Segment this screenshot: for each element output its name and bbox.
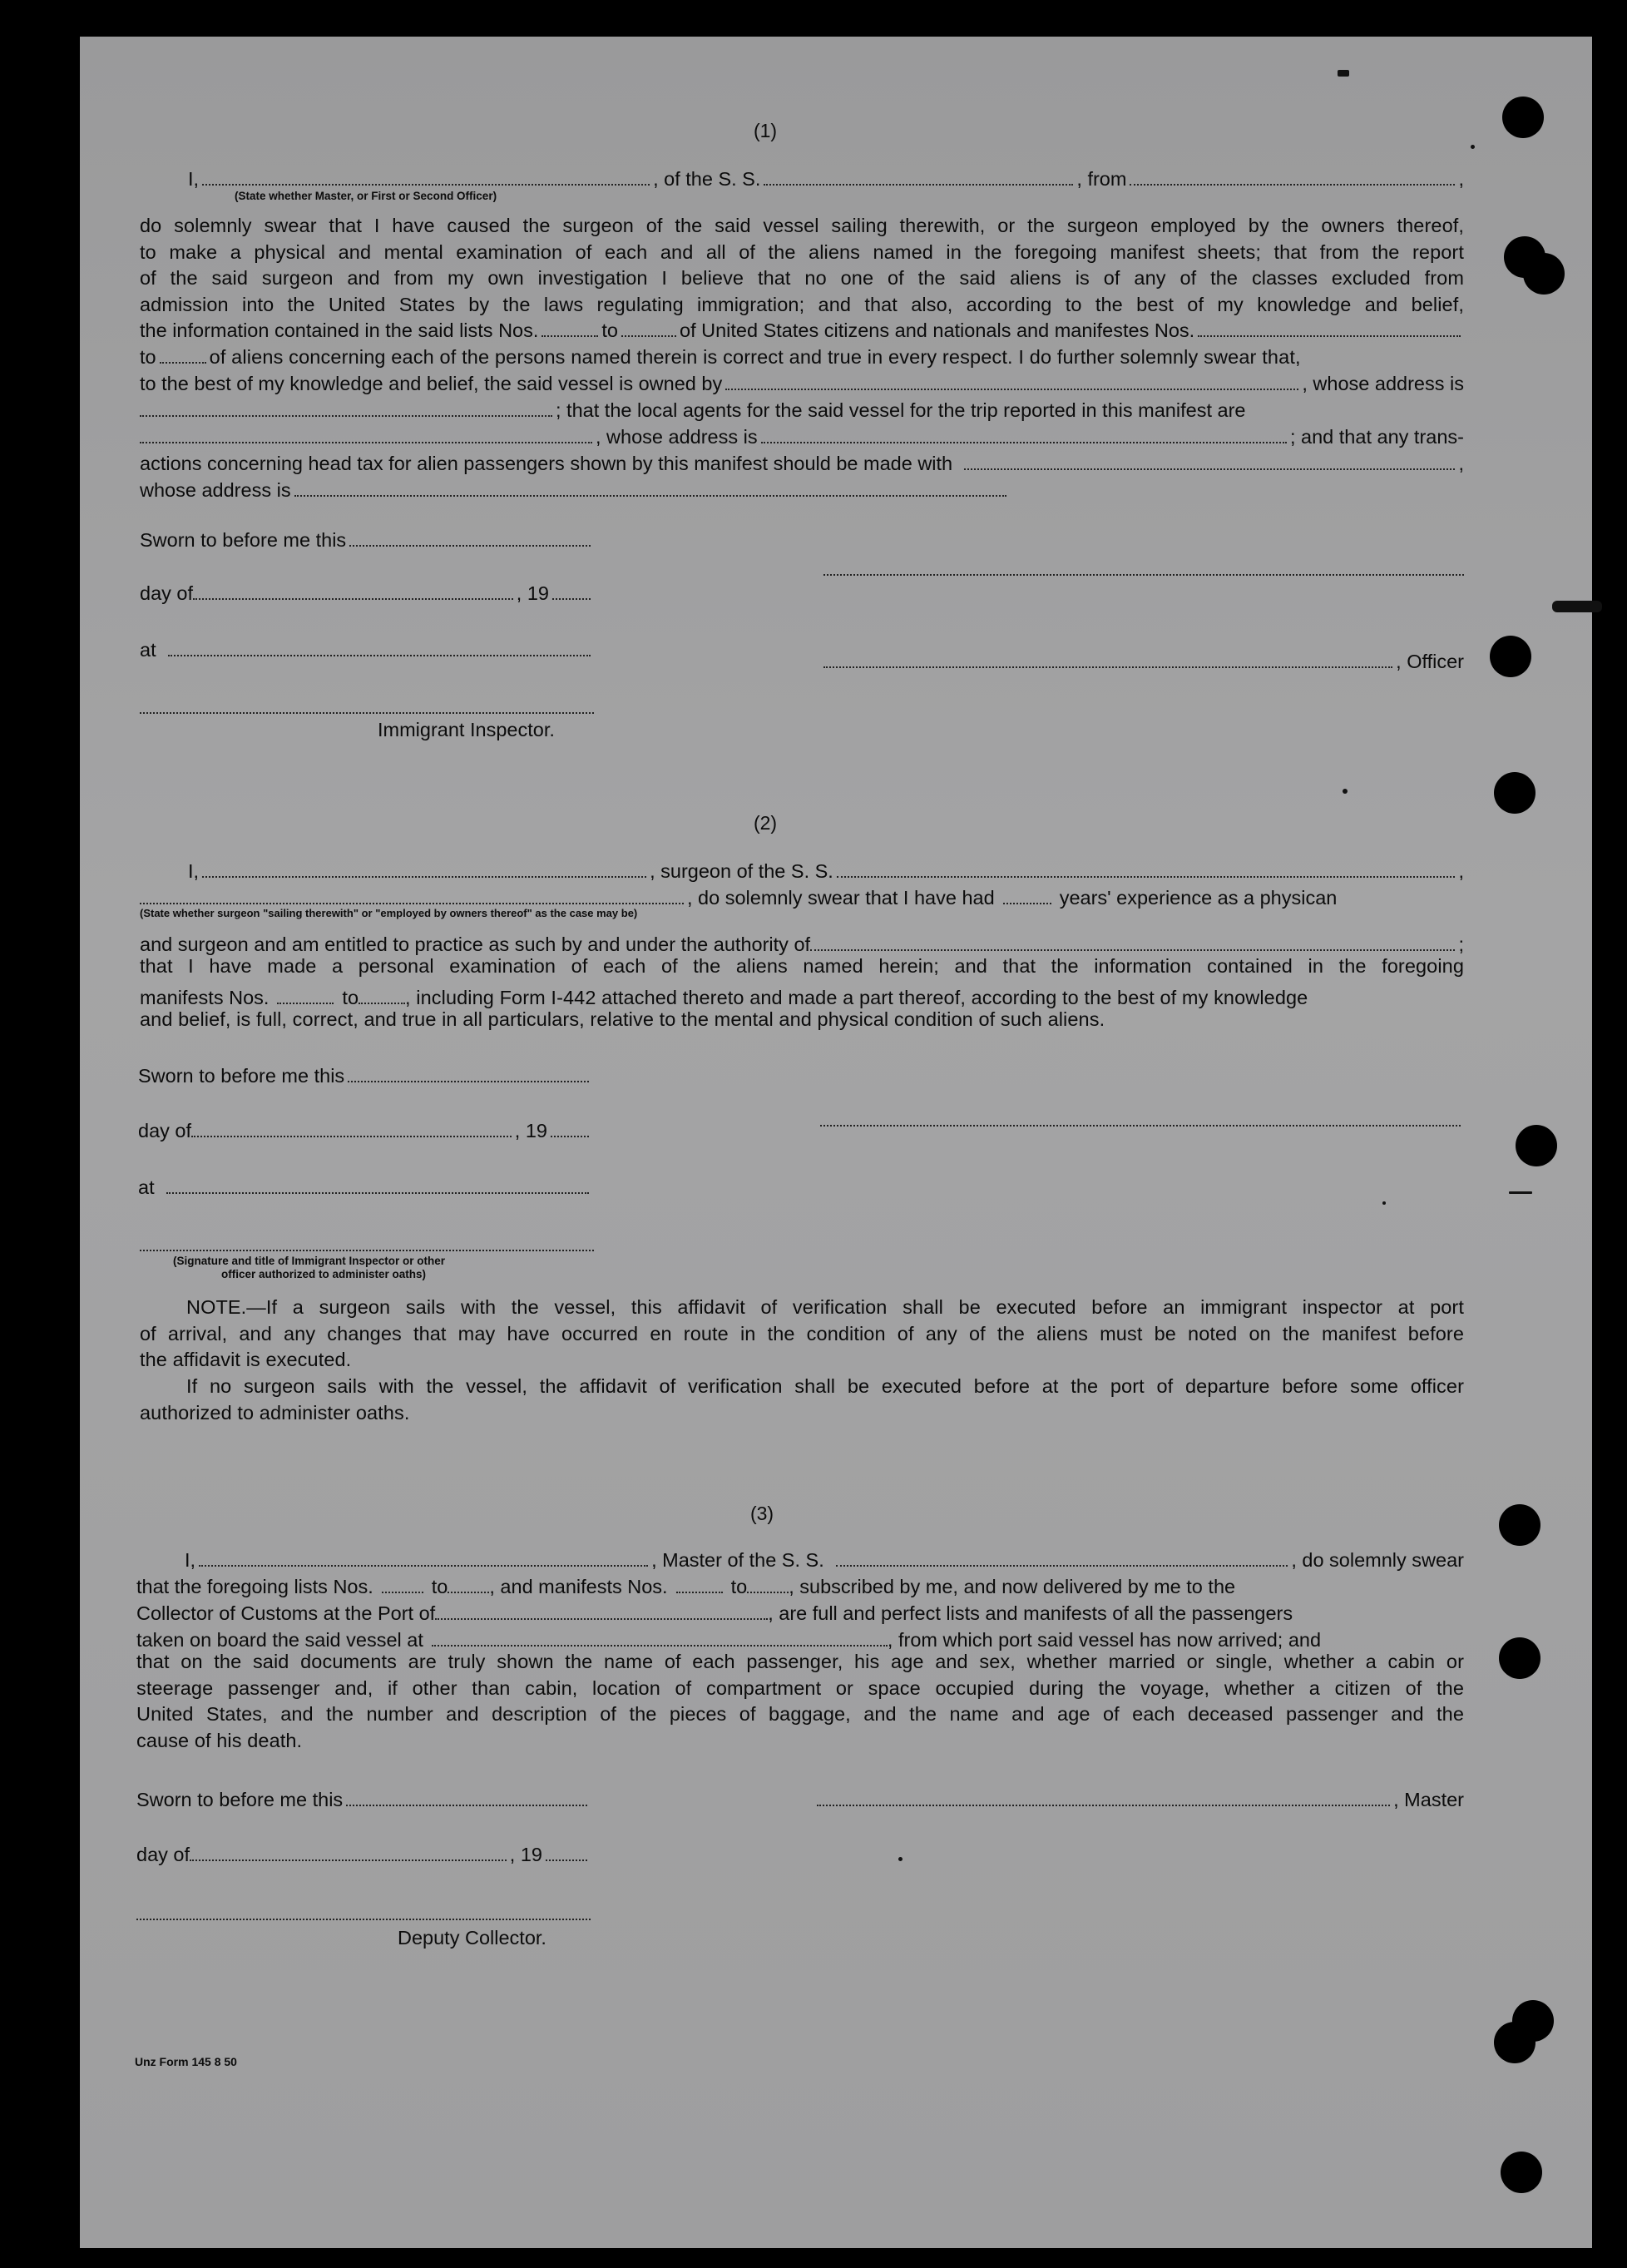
master-sign-field[interactable] [817,1790,1390,1806]
section1-at-line: at [140,639,594,661]
agents-address-field[interactable] [761,427,1287,443]
owner-field[interactable] [725,374,1298,390]
master-manifest-to-field[interactable] [747,1577,789,1593]
speck [1338,70,1349,77]
section2-line2: , do solemnly swear that I have had years' experience as a physican [140,887,1464,909]
officer-name-field[interactable] [202,169,650,186]
section3-day-line: day of , 19 [136,1844,591,1866]
section1-agents-line: ; that the local agents for the said vessel for the trip reported in this manifest are [140,399,1464,422]
section2-at-line: at [138,1176,592,1199]
years-field[interactable] [1003,888,1051,904]
section1-sworn-line: Sworn to before me this [140,529,594,552]
speck [1471,145,1475,149]
head-tax-address-field[interactable] [294,480,1006,497]
master-year-field[interactable] [546,1845,587,1861]
inspector-signature-line[interactable] [140,711,594,714]
authority-field[interactable] [810,934,1455,951]
speck [1509,1191,1532,1194]
section-heading: (3) [749,1503,774,1524]
punch-hole [1490,636,1531,677]
punch-hole [1516,1125,1557,1166]
surgeon-vessel-field[interactable] [837,861,1456,878]
section1-paragraph: do solemnly swear that I have caused the surgeon of the said vessel sailing therewith, or the surgeon employed by the owners thereof, to make a physical and mental examination of each and all of the aliens named in the foregoing manifest sheets; that from the report of the said surgeon and from my own investigation I believe that no one of the said aliens is of any of the classes excluded from admission into the United States by the laws regulating immigration; and that also, according to the best of my knowledge and belief, [140,215,1464,315]
manifests-from-field[interactable] [1198,320,1461,337]
speck [1552,601,1602,612]
manifests-to-field[interactable] [160,347,206,364]
section2-line4: that I have made a personal examination of each of the aliens named herein; and that the information contained in the foregoing [140,955,1464,977]
section1-line1: I, , of the S. S. , from , [188,168,1464,190]
section3-paragraph: that on the said documents are truly shown the name of each passenger, his age and sex, whether married or single, whether a cabin or steerage passenger and, if other than cabin, location of compartment or space occupied during the voyage, whether a citizen of the United States, and the number and description of the pieces of baggage, and the name and age of each deceased passenger and the [136,1651,1464,1725]
lists-to-field[interactable] [621,320,676,337]
sworn-date-field[interactable] [349,530,591,547]
surgeon-at-field[interactable] [166,1177,589,1194]
note-paragraph: NOTE.—If a surgeon sails with the vessel, this affidavit of verification shall be executed before an immigrant inspector at port of arrival, and any changes that may have occurred en route in the condition of any of the aliens must be noted on the manifest before [140,1296,1464,1344]
section1-whose-line: whose address is [140,479,1010,502]
section-heading: (2) [753,812,778,834]
note-paragraph-2: If no surgeon sails with the vessel, the affidavit of verification shall be executed before at the port of departure before some officer [186,1375,1464,1397]
lists-from-field[interactable] [542,320,598,337]
section2-line3: and surgeon and am entitled to practice as such by and under the authority of ; [140,933,1464,955]
from-field[interactable] [1130,169,1455,186]
section3-master-line: , Master [817,1789,1464,1811]
punch-hole [1499,1504,1540,1546]
signature-hint-2: officer authorized to administer oaths) [221,1268,427,1280]
deputy-signature-line[interactable] [136,1917,591,1920]
surgeon-year-field[interactable] [551,1121,589,1137]
signature-hint-1: (Signature and title of Immigrant Inspector or other [173,1255,446,1267]
speck [1382,1201,1386,1205]
section1-agents-addr-line: , whose address is ; and that any trans- [140,426,1464,448]
head-tax-field[interactable] [964,453,1455,470]
section3-line1: I, , Master of the S. S. , do solemnly swear [185,1549,1464,1571]
punch-hole [1494,772,1536,814]
surgeon-day-field[interactable] [191,1121,512,1137]
section2-sworn-line: Sworn to before me this [138,1065,592,1087]
officer-sign-field[interactable] [823,651,1392,668]
inspector-label: Immigrant Inspector. [378,719,555,740]
punch-hole [1494,2022,1536,2063]
section3-paragraph-end: cause of his death. [136,1730,303,1751]
section3-sworn-line: Sworn to before me this [136,1789,591,1811]
section3-line3: Collector of Customs at the Port of , are full and perfect lists and manifests of all the passengers [136,1602,1293,1624]
section-heading: (1) [753,120,778,141]
surgeon-name-field[interactable] [202,861,646,878]
boarding-port-field[interactable] [432,1630,888,1647]
note-end: the affidavit is executed. [140,1349,352,1370]
owner-address-field[interactable] [140,400,552,417]
note-end-2: authorized to administer oaths. [140,1402,410,1424]
punch-hole [1501,2152,1542,2193]
master-lists-from-field[interactable] [382,1577,423,1593]
officer-hint: (State whether Master, or First or Second Officer) [235,190,497,202]
surgeon-signature-line[interactable] [820,1123,1461,1127]
section2-line1: I, , surgeon of the S. S. , [188,860,1464,882]
vessel-name-field[interactable] [764,169,1073,186]
at-field[interactable] [168,640,591,656]
surgeon-inspector-signature-line[interactable] [140,1248,594,1251]
master-vessel-field[interactable] [836,1550,1288,1567]
agents-field[interactable] [140,427,592,443]
section1-to-line: to of aliens concerning each of the persons named therein is correct and true in every respect. I do further solemnly swear that, [140,346,1301,368]
section1-lists-line: the information contained in the said lists Nos. to of United States citizens and nationals and manifestes Nos. [140,319,1464,342]
deputy-label: Deputy Collector. [398,1927,546,1949]
section2-line6: and belief, is full, correct, and true in all particulars, relative to the mental and physical condition of such aliens. [140,1008,1105,1030]
form-number: Unz Form 145 8 50 [135,2055,237,2068]
master-manifest-from-field[interactable] [676,1577,723,1593]
officer-signature-line[interactable] [823,572,1464,576]
section3-line4: taken on board the said vessel at , from which port said vessel has now arrived; and [136,1629,1322,1651]
section1-owned-line: to the best of my knowledge and belief, the said vessel is owned by , whose address is [140,373,1464,394]
surgeon-sworn-field[interactable] [348,1066,589,1082]
section2-day-line: day of , 19 [138,1120,592,1142]
punch-hole [1502,97,1544,138]
master-lists-to-field[interactable] [448,1577,489,1593]
form-sheet [80,37,1592,2248]
master-sworn-field[interactable] [346,1790,587,1806]
punch-hole [1499,1637,1540,1679]
section2-line5: manifests Nos. to , including Form I-442 attached thereto and made a part thereof, according to the best of my knowledge [140,987,1308,1008]
port-field[interactable] [435,1603,768,1620]
speck [898,1857,903,1861]
day-of-field[interactable] [193,583,513,600]
speck [1343,789,1348,794]
master-day-field[interactable] [190,1845,507,1861]
surgeon-manifest-from-field[interactable] [277,988,334,1004]
surgeon-manifest-to-field[interactable] [359,988,405,1004]
year-field[interactable] [552,583,591,600]
section1-head-tax-line: actions concerning head tax for alien passengers shown by this manifest should be made with , [140,453,1464,474]
section1-day-line: day of , 19 [140,582,594,605]
section1-officer-line: , Officer [823,651,1464,673]
surgeon-role-field[interactable] [140,888,684,904]
section3-line2: that the foregoing lists Nos. to , and manifests Nos. to , subscribed by me, and now delivered by me to the [136,1576,1236,1597]
punch-hole [1523,253,1565,295]
master-name-field[interactable] [199,1550,648,1567]
surgeon-hint: (State whether surgeon "sailing therewith" or "employed by owners thereof" as the case may be) [140,907,638,919]
